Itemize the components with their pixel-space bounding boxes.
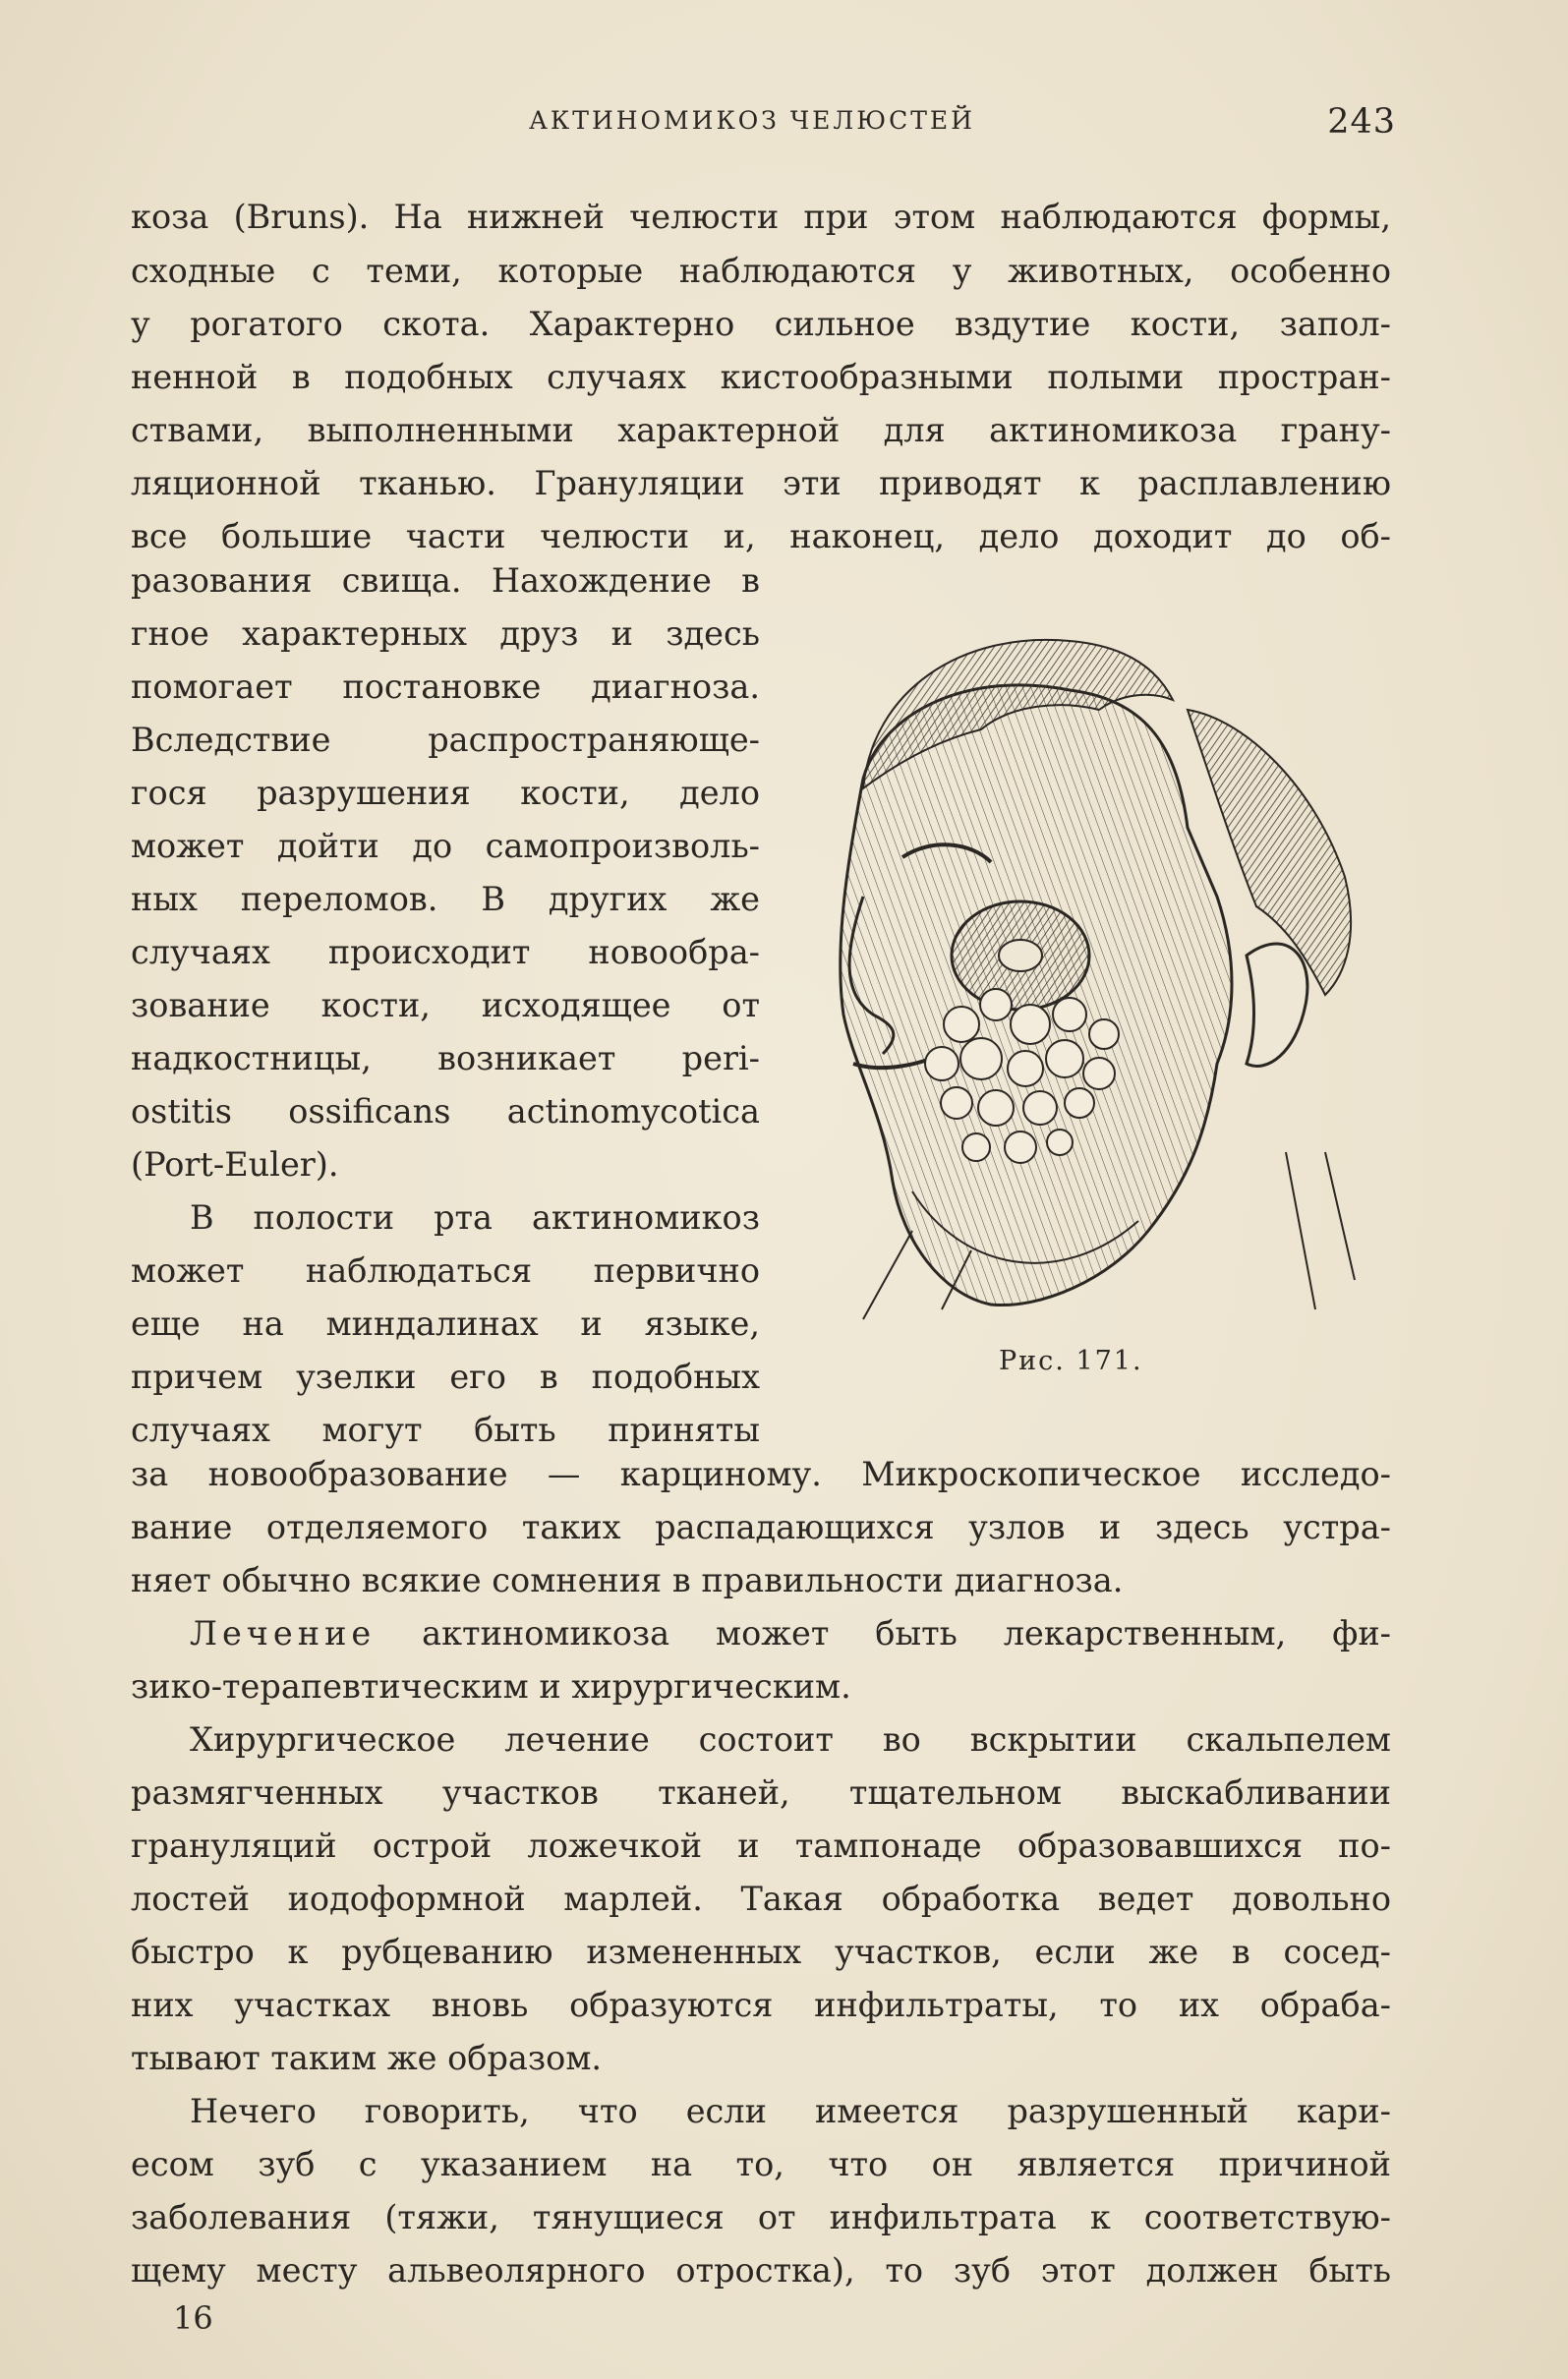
ear-illustration — [1247, 944, 1307, 1066]
text-line: ostitis ossificans actinomycotica — [131, 1092, 760, 1131]
text-line: гное характерных друз и здесь — [131, 614, 760, 653]
text-line: может наблюдаться первично — [131, 1251, 760, 1290]
text-line: тывают таким же образом. — [131, 2039, 603, 2077]
text-line: все большие части челюсти и, наконец, дело доходит до об- — [131, 517, 1391, 555]
text-line: ненной в подобных случаях кистообразными полыми простран- — [131, 358, 1391, 396]
text-line: гося разрушения кости, дело — [131, 774, 760, 812]
text-line: Хирургическое лечение состоит во вскрытии скальпелем — [190, 1720, 1391, 1759]
text-line: случаях могут быть приняты — [131, 1411, 760, 1449]
text-line: Вследствие распространяюще- — [131, 721, 760, 759]
text-line: быстро к рубцеванию измененных участков, если же в сосед- — [131, 1933, 1391, 1971]
text-line: у рогатого скота. Характерно сильное вздутие кости, запол- — [131, 305, 1391, 343]
running-title: АКТИНОМИКОЗ ЧЕЛЮСТЕЙ — [529, 106, 975, 135]
text-line: причем узелки его в подобных — [131, 1358, 760, 1396]
text-line: размягченных участков тканей, тщательном выскабливании — [131, 1773, 1391, 1812]
text-line: Нечего говорить, что если имеется разрушенный кари- — [190, 2092, 1391, 2130]
text-span: актиномикоза может быть лекарственным, фи- — [422, 1614, 1391, 1653]
text-line: есом зуб с указанием на то, что он является причиной — [131, 2145, 1391, 2183]
text-line: за новообразование — карциному. Микроскопическое исследо- — [131, 1455, 1391, 1493]
text-line: ных переломов. В других же — [131, 880, 760, 918]
text-line: разования свища. Нахождение в — [131, 561, 760, 600]
text-line: помогает постановке диагноза. — [131, 667, 760, 706]
text-line: вание отделяемого таких распадающихся узлов и здесь устра- — [131, 1508, 1391, 1546]
text-line: щему месту альвеолярного отростка), то зуб этот должен быть — [131, 2251, 1391, 2290]
text-line: грануляций острой ложечкой и тампонаде образовавшихся по- — [131, 1827, 1391, 1865]
text-line: сходные с теми, которые наблюдаются у животных, особенно — [131, 252, 1391, 290]
emphasized-word: Лечение — [190, 1614, 377, 1653]
sheet-signature-mark: 16 — [173, 2299, 213, 2337]
text-line: может дойти до самопроизволь- — [131, 827, 760, 865]
text-line: коза (Bruns). На нижней челюсти при этом наблюдаются формы, — [131, 198, 1391, 236]
text-line: зование кости, исходящее от — [131, 986, 760, 1024]
engraving-figure — [824, 602, 1374, 1329]
text-line: ствами, выполненными характерной для актиномикоза грану- — [131, 411, 1391, 449]
text-line: заболевания (тяжи, тянущиеся от инфильтрата к соответствую- — [131, 2198, 1391, 2236]
text-line: надкостницы, возникает peri- — [131, 1039, 760, 1077]
text-line — [131, 1614, 1391, 1654]
text-line: ляционной тканью. Грануляции эти приводят к расплавлению — [131, 464, 1391, 502]
text-line: лостей иодоформной марлей. Такая обработка ведет довольно — [131, 1880, 1391, 1918]
text-line: еще на миндалинах и языке, — [131, 1305, 760, 1343]
page-number: 243 — [1327, 102, 1396, 142]
figure-caption: Рис. 171. — [999, 1346, 1143, 1376]
text-line: няет обычно всякие сомнения в правильности диагноза. — [131, 1561, 1124, 1599]
text-line: зико-терапевтическим и хирургическим. — [131, 1667, 851, 1706]
text-line: случаях происходит новообра- — [131, 933, 760, 971]
text-line: них участках вновь образуются инфильтраты, то их обраба- — [131, 1986, 1391, 2024]
text-line: В полости рта актиномикоз — [190, 1198, 760, 1237]
text-line: (Port-Euler). — [131, 1145, 339, 1184]
